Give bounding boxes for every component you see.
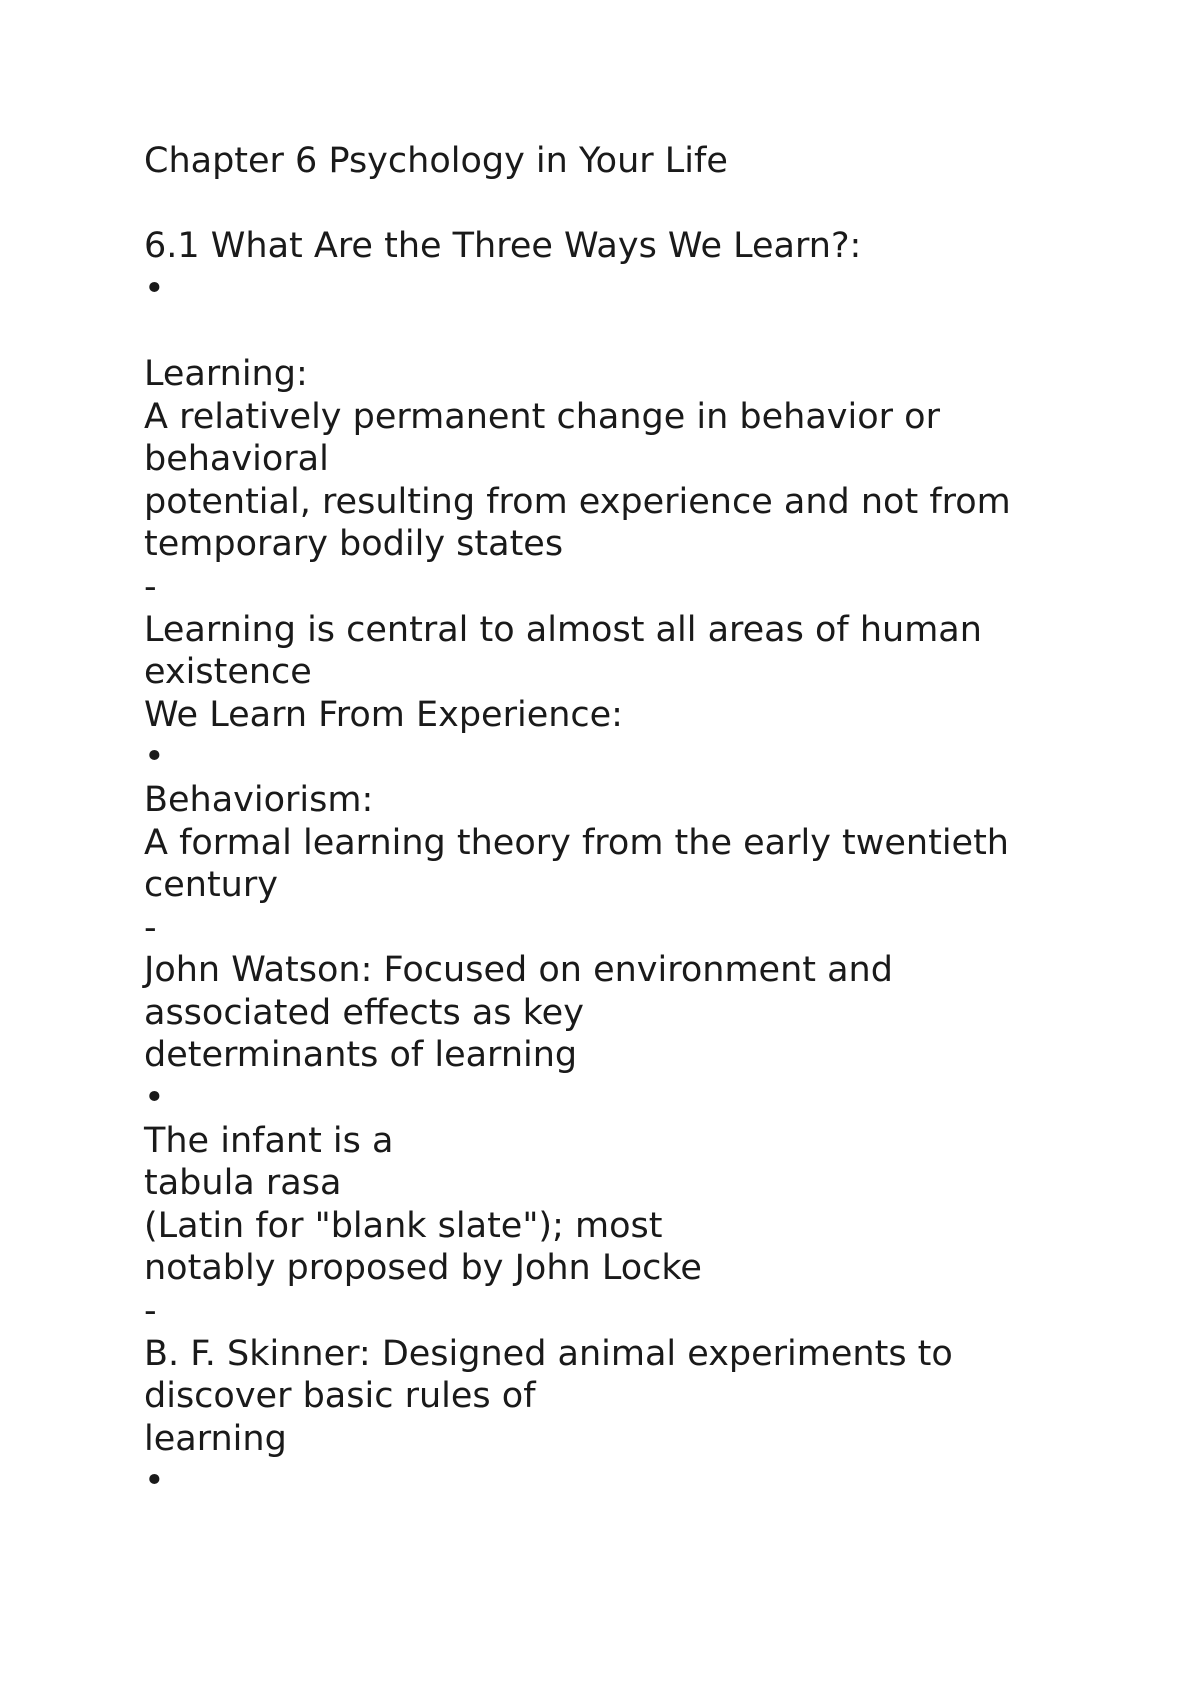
definition-line: A relatively permanent change in behavior or bbox=[144, 396, 940, 437]
definition-line: behavioral bbox=[144, 439, 329, 480]
text-line: B. F. Skinner: Designed animal experiments to bbox=[144, 1333, 953, 1374]
text-line: Learning is central to almost all areas of human bbox=[144, 609, 982, 650]
definition-line: potential, resulting from experience and not from bbox=[144, 481, 1011, 522]
definition-line: temporary bodily states bbox=[144, 524, 564, 565]
bullet-marker: • bbox=[144, 737, 165, 778]
text-line: learning bbox=[144, 1418, 287, 1459]
subheading: We Learn From Experience: bbox=[144, 694, 623, 735]
bullet-marker: • bbox=[144, 268, 165, 309]
text-line: John Watson: Focused on environment and bbox=[144, 950, 893, 991]
chapter-title: Chapter 6 Psychology in Your Life bbox=[144, 141, 728, 181]
bullet-marker: • bbox=[144, 1461, 165, 1502]
text-line: determinants of learning bbox=[144, 1035, 578, 1076]
blank-line bbox=[144, 183, 1084, 226]
definition-line: century bbox=[144, 865, 278, 906]
text-line: associated effects as key bbox=[144, 992, 584, 1033]
dash-marker: - bbox=[144, 1291, 157, 1332]
text-line: existence bbox=[144, 652, 312, 693]
term-learning: Learning: bbox=[144, 353, 308, 394]
term-behaviorism: Behaviorism: bbox=[144, 779, 374, 820]
document-page bbox=[144, 140, 1084, 1503]
text-line: The infant is a bbox=[144, 1120, 394, 1161]
text-line: discover basic rules of bbox=[144, 1376, 536, 1417]
definition-line: A formal learning theory from the early twentieth bbox=[144, 822, 1009, 863]
section-heading: 6.1 What Are the Three Ways We Learn?: bbox=[144, 226, 862, 267]
blank-line bbox=[144, 310, 1084, 353]
dash-marker: - bbox=[144, 566, 157, 607]
bullet-marker: • bbox=[144, 1078, 165, 1119]
text-line: tabula rasa bbox=[144, 1163, 342, 1204]
dash-marker: - bbox=[144, 907, 157, 948]
text-line: (Latin for "blank slate"); most bbox=[144, 1205, 663, 1246]
text-line: notably proposed by John Locke bbox=[144, 1248, 702, 1289]
